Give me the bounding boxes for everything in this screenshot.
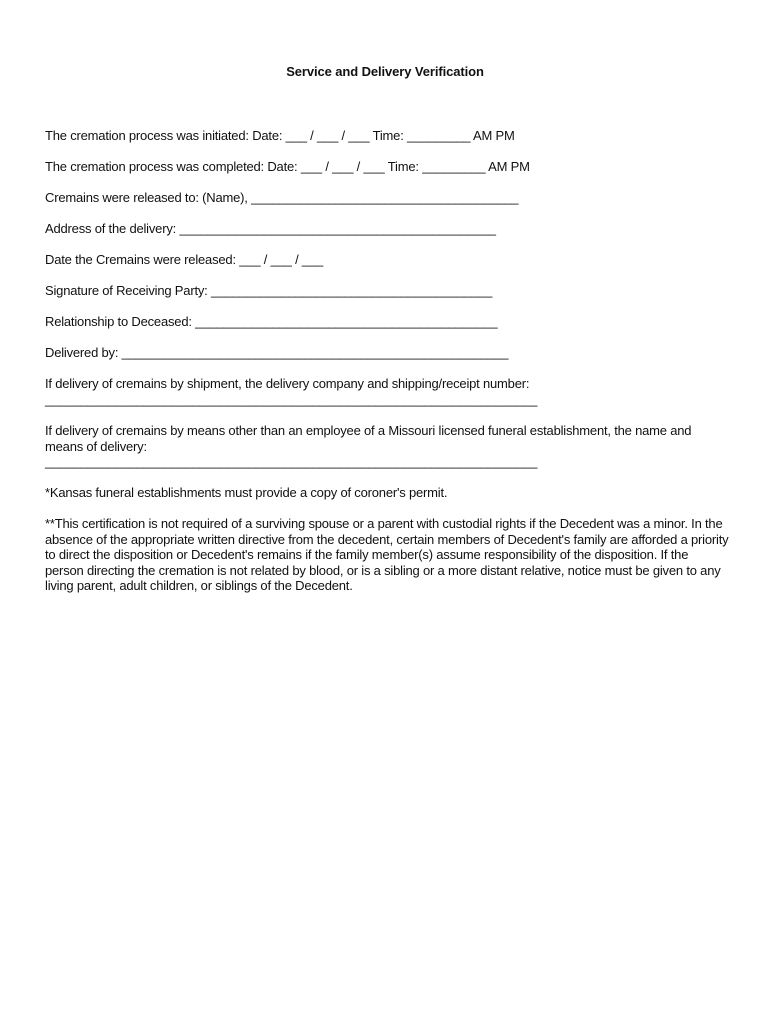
document-title: Service and Delivery Verification <box>286 64 484 79</box>
completed-line: The cremation process was completed: Date: ___ / ___ / ___ Time: _________ AM PM <box>45 159 530 174</box>
other-means-paragraph <box>45 423 730 470</box>
shipment-blank: ______________________________________________________________________ <box>45 391 538 407</box>
signature-line: Signature of Receiving Party: ________________________________________ <box>45 283 493 298</box>
initiated-line: The cremation process was initiated: Date: ___ / ___ / ___ Time: _________ AM PM <box>45 128 515 143</box>
other-means-blank: ______________________________________________________________________ <box>45 454 538 469</box>
address-line: Address of the delivery: _____________________________________________ <box>45 221 496 236</box>
released-to-line: Cremains were released to: (Name), ______________________________________ <box>45 190 519 205</box>
shipment-paragraph <box>45 376 730 407</box>
delivered-by-line: Delivered by: _______________________________________________________ <box>45 345 509 360</box>
kansas-note: *Kansas funeral establishments must provide a copy of coroner's permit. <box>45 485 448 500</box>
shipment-text: If delivery of cremains by shipment, the delivery company and shipping/receipt number: <box>45 376 530 391</box>
certification-note: **This certification is not required of a surviving spouse or a parent with custodial rights if the Decedent was a minor. In the absence of the appropriate written directive from the decedent, certain members of Decedent's family are afforded a priority to direct the disposition or Decedent's remains if the family member(s) assume responsibility of the disposition. If the person directing the cremation is not related by blood, or is a sibling or a more distant relative, notice must be given to any living parent, adult children, or siblings of the Decedent. <box>45 516 729 593</box>
other-means-text: If delivery of cremains by means other than an employee of a Missouri licensed funeral establishment, the name and means of delivery: <box>45 423 692 454</box>
relationship-line: Relationship to Deceased: ___________________________________________ <box>45 314 498 329</box>
date-released-line: Date the Cremains were released: ___ / ___ / ___ <box>45 252 324 267</box>
